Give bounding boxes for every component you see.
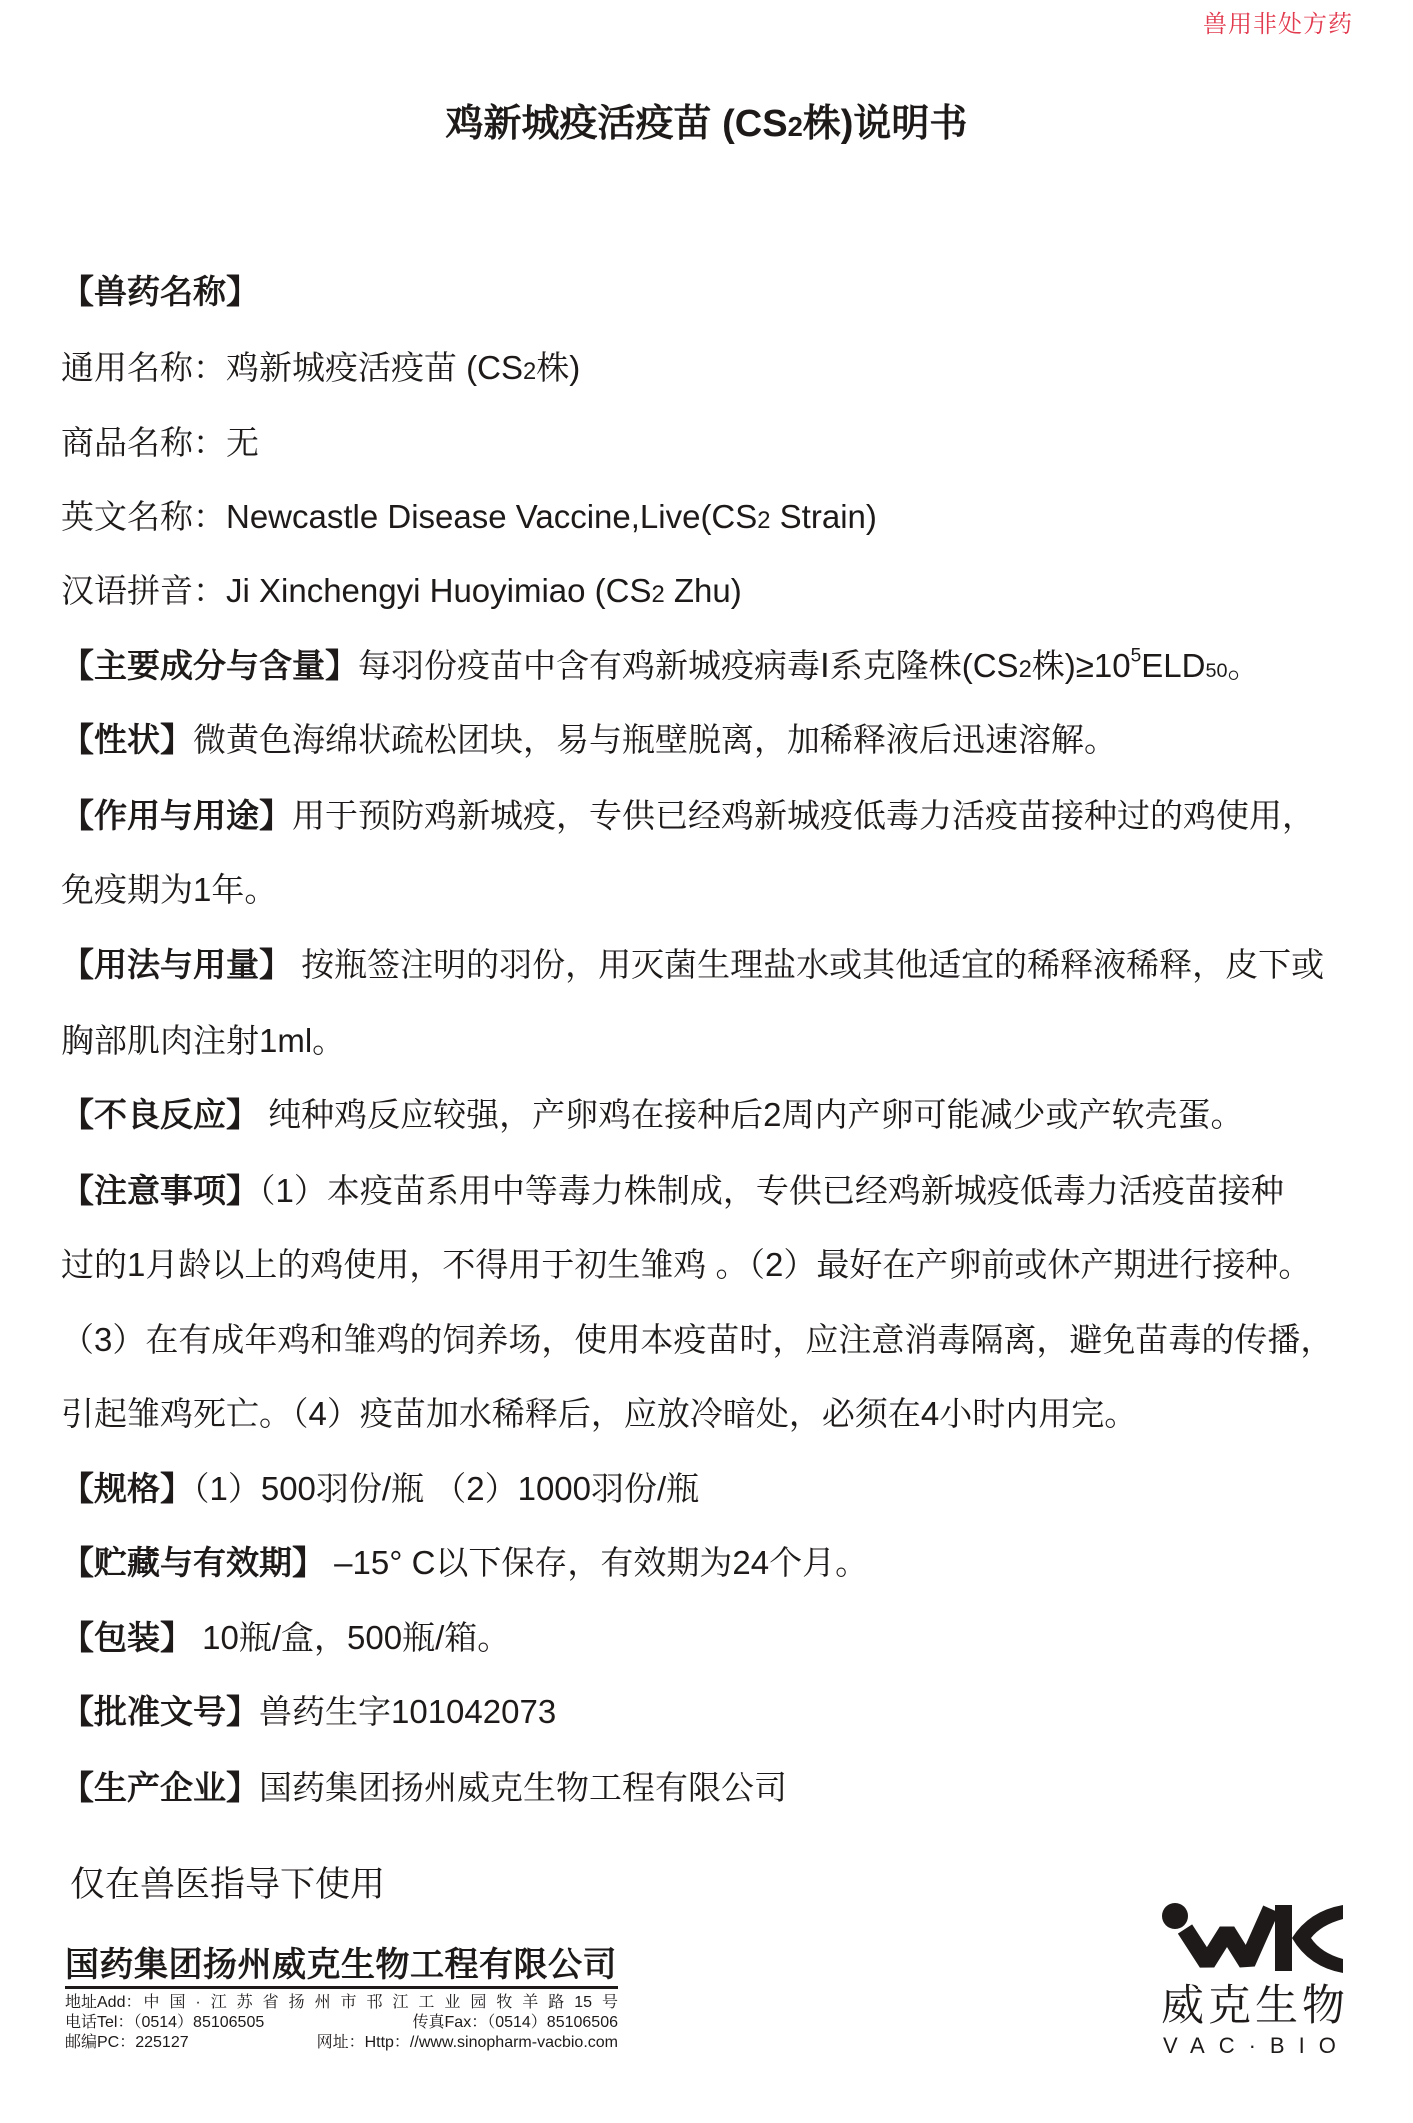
field-value: 鸡新城疫活疫苗 (CS [226,349,523,386]
field-value-end: Strain) [770,498,877,535]
postcode: 邮编PC：225127 [65,2034,189,2051]
composition-text: 每羽份疫苗中含有鸡新城疫病毒Ⅰ系克隆株(CS [358,647,1019,684]
generic-name-line [61,348,580,392]
section-label: 【性状】 [61,721,193,758]
strain-number: 2 [757,507,771,534]
field-label: 汉语拼音： [61,572,226,609]
unit-subscript: 50 [1205,660,1228,682]
field-label: 商品名称： [61,424,226,461]
section-adverse-reactions [61,1095,1244,1135]
section-label: 【作用与用途】 [61,797,292,834]
section-text: 兽药生字101042073 [259,1693,557,1730]
section-specification [61,1469,699,1509]
telephone: 电话Tel：（0514）85106505 [65,2014,265,2031]
pinyin-name-line [61,571,742,615]
title-strain-number: 2 [787,111,803,142]
section-text: 过的1月龄以上的鸡使用，不得用于初生雏鸡 。（2）最好在产卵前或休产期进行接种。 [61,1246,1312,1283]
section-label: 【批准文号】 [61,1693,259,1730]
section-label: 【注意事项】 [61,1172,259,1209]
usage-notice: 仅在兽医指导下使用 [70,1865,386,1904]
strain-number: 2 [523,358,537,385]
indications-continued [61,870,277,910]
dosage-continued [61,1021,345,1061]
section-appearance [61,720,1117,760]
phone-row [65,2013,618,2033]
fax: 传真Fax：（0514）85106506 [412,2014,618,2031]
section-text: 国药集团扬州威克生物工程有限公司 [259,1769,787,1806]
footer-divider [65,1986,618,1989]
section-label: 【包装】 [61,1619,193,1656]
field-value: 无 [226,424,259,461]
field-value-end: Zhu) [664,572,742,609]
section-precautions [61,1171,1284,1211]
section-composition [61,646,1260,690]
address-label: 地址Add： [65,1994,142,2011]
section-text: 引起雏鸡死亡。（4）疫苗加水稀释后，应放冷暗处，必须在4小时内用完。 [61,1395,1138,1432]
field-value-end: 株) [536,349,581,386]
vac-bio-logo-icon [1161,1901,1343,1973]
brand-name-english: VAC·BIO [1163,2033,1350,2058]
field-value: Newcastle Disease Vaccine,Live(CS [226,498,758,535]
sentence-end: 。 [1227,647,1261,684]
exponent: 5 [1130,645,1142,667]
website: 网址：Http：//www.sinopharm-vacbio.com [316,2034,618,2051]
section-text: 用于预防鸡新城疫，专供已经鸡新城疫低毒力活疫苗接种过的鸡使用， [292,797,1315,834]
section-text: –15° C以下保存，有效期为24个月。 [325,1544,869,1581]
title-text-end: 株)说明书 [802,103,968,145]
section-label: 【贮藏与有效期】 [61,1544,325,1581]
english-name-line [61,497,877,541]
address-value: 中国·江苏省扬州市邗江工业园牧羊路15号 [143,1994,618,2011]
section-label: 【规格】 [61,1470,193,1507]
field-label: 英文名称： [61,498,226,535]
footer-company-name: 国药集团扬州威克生物工程有限公司 [65,1946,617,1984]
field-label: 通用名称： [61,349,226,386]
section-text: 纯种鸡反应较强，产卵鸡在接种后2周内产卵可能减少或产软壳蛋。 [259,1096,1244,1133]
precautions-continued [61,1320,1333,1360]
address-row [65,1993,618,2013]
field-value: Ji Xinchengyi Huoyimiao (CS [226,572,652,609]
section-indications [61,796,1315,836]
section-dosage [61,945,1324,985]
section-vet-drug-name [61,272,259,312]
precautions-continued [61,1394,1137,1434]
postcode-row [65,2033,618,2053]
section-label: 【兽药名称】 [61,273,259,310]
strain-number: 2 [651,581,665,608]
section-manufacturer [61,1768,787,1808]
composition-amount: 株)≥10 [1031,647,1131,684]
section-text: 胸部肌肉注射1ml。 [61,1022,346,1059]
unit: ELD [1141,647,1206,684]
precautions-continued [61,1245,1311,1285]
section-text: 按瓶签注明的羽份，用灭菌生理盐水或其他适宜的稀释液稀释，皮下或 [292,946,1325,983]
strain-number: 2 [1018,656,1032,683]
section-text: 10瓶/盒，500瓶/箱。 [193,1619,511,1656]
section-label: 【用法与用量】 [61,946,292,983]
trade-name-line [61,423,259,463]
brand-name-chinese: 威克生物 [1161,1982,1349,2030]
section-text: （1）500羽份/瓶 （2）1000羽份/瓶 [193,1470,700,1507]
section-label: 【主要成分与含量】 [61,647,358,684]
section-text: （1）本疫苗系用中等毒力株制成，专供已经鸡新城疫低毒力活疫苗接种 [259,1172,1284,1209]
section-label: 【不良反应】 [61,1096,259,1133]
section-approval-number [61,1692,556,1732]
otc-label: 兽用非处方药 [1203,10,1353,38]
section-storage [61,1543,868,1583]
title-text: 鸡新城疫活疫苗 (CS [445,103,788,145]
footer-contact-block [65,1993,618,2053]
section-packaging [61,1618,510,1658]
document-title [0,101,1413,150]
section-text: 免疫期为1年。 [61,871,278,908]
section-text: 微黄色海绵状疏松团块，易与瓶壁脱离，加稀释液后迅速溶解。 [193,721,1117,758]
section-label: 【生产企业】 [61,1769,259,1806]
section-text: （3）在有成年鸡和雏鸡的饲养场，使用本疫苗时，应注意消毒隔离，避免苗毒的传播， [61,1321,1334,1358]
